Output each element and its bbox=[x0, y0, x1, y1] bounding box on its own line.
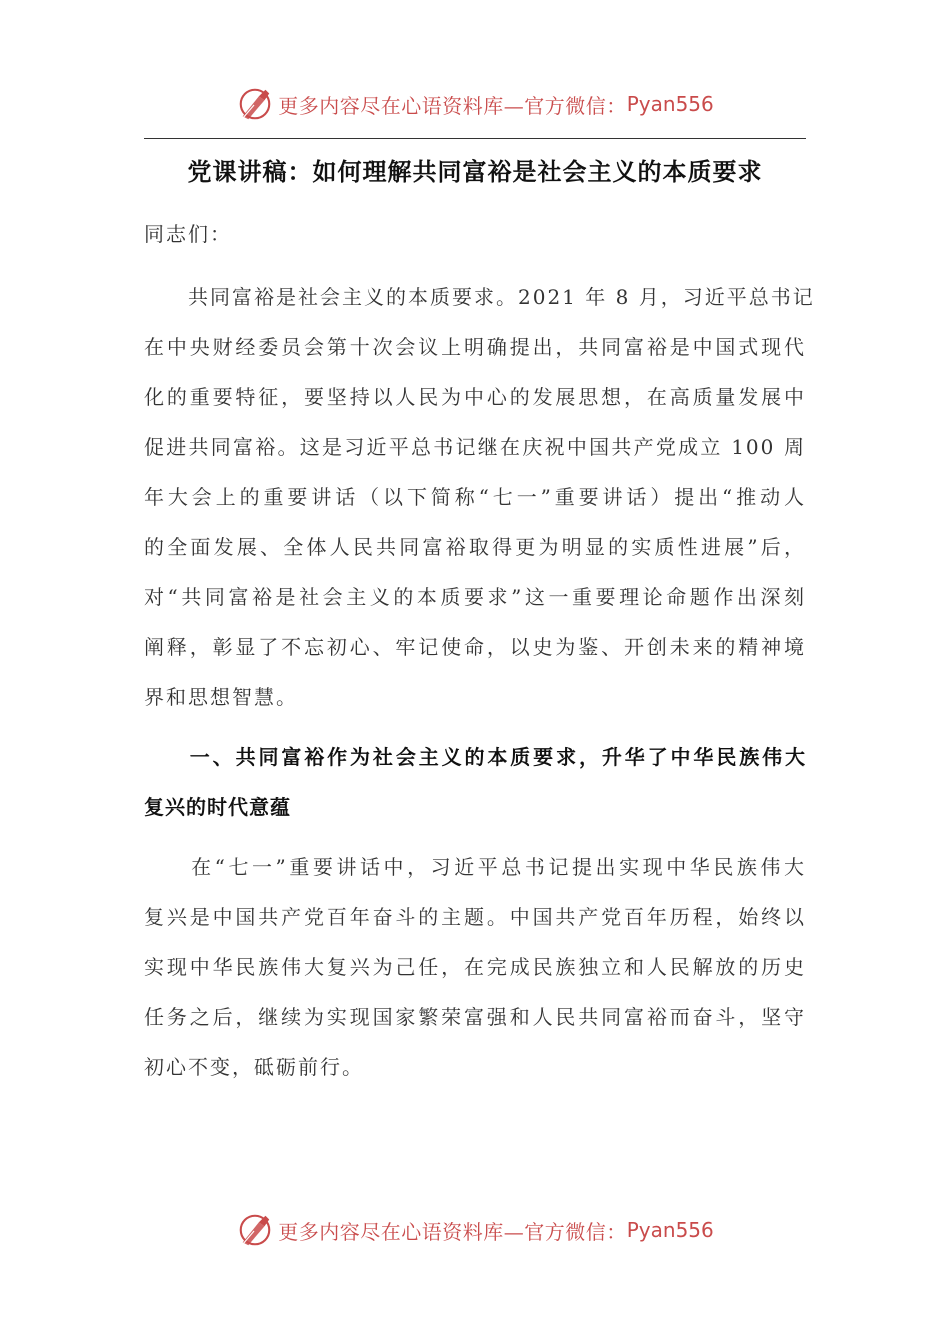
paragraph-line: 任务之后，继续为实现国家繁荣富强和人民共同富裕而奋斗，坚守 bbox=[144, 1005, 806, 1029]
header-divider bbox=[144, 138, 806, 139]
paragraph-line: 阐释，彰显了不忘初心、牢记使命，以史为鉴、开创未来的精神境 bbox=[144, 635, 806, 659]
paragraph-line: 的全面发展、全体人民共同富裕取得更为明显的实质性进展”后， bbox=[144, 535, 806, 559]
document-title: 党课讲稿：如何理解共同富裕是社会主义的本质要求 bbox=[187, 158, 763, 186]
paragraph-line: 年大会上的重要讲话（以下简称“七一”重要讲话）提出“推动人 bbox=[144, 485, 806, 509]
paragraph-line: 促进共同富裕。这是习近平总书记继在庆祝中国共产党成立 100 周 bbox=[144, 435, 806, 459]
pen-nib-logo-icon bbox=[236, 85, 274, 123]
paragraph-line: 化的重要特征，要坚持以人民为中心的发展思想，在高质量发展中 bbox=[144, 385, 806, 409]
paragraph-line: 对“共同富裕是社会主义的本质要求”这一重要理论命题作出深刻 bbox=[144, 585, 806, 609]
banner-text: 更多内容尽在心语资料库—官方微信： bbox=[278, 93, 627, 118]
section-heading-1 bbox=[144, 732, 806, 832]
heading-line: 一、共同富裕作为社会主义的本质要求，升华了中华民族伟大 bbox=[144, 745, 806, 769]
paragraph-line: 实现中华民族伟大复兴为己任，在完成民族独立和人民解放的历史 bbox=[144, 955, 806, 979]
footer-watermark-banner bbox=[0, 1208, 950, 1252]
banner-text: 更多内容尽在心语资料库—官方微信： bbox=[278, 1219, 627, 1244]
greeting: 同志们： bbox=[144, 222, 232, 246]
paragraph-line: 在“七一”重要讲话中，习近平总书记提出实现中华民族伟大 bbox=[144, 855, 806, 879]
banner-contact: Pyan556 bbox=[626, 1218, 714, 1242]
paragraph-line: 界和思想智慧。 bbox=[144, 685, 298, 709]
paragraph-line: 复兴是中国共产党百年奋斗的主题。中国共产党百年历程，始终以 bbox=[144, 905, 806, 929]
pen-nib-logo-icon bbox=[236, 1211, 274, 1249]
paragraph-line: 共同富裕是社会主义的本质要求。2021 年 8 月，习近平总书记 bbox=[144, 285, 815, 309]
paragraph-line: 在中央财经委员会第十次会议上明确提出，共同富裕是中国式现代 bbox=[144, 335, 806, 359]
paragraph-line: 初心不变，砥砺前行。 bbox=[144, 1055, 364, 1079]
paragraph-2 bbox=[144, 842, 806, 1092]
banner-contact: Pyan556 bbox=[626, 92, 714, 116]
paragraph-1 bbox=[144, 272, 815, 722]
heading-line: 复兴的时代意蕴 bbox=[144, 795, 291, 819]
header-watermark-banner bbox=[0, 82, 950, 126]
